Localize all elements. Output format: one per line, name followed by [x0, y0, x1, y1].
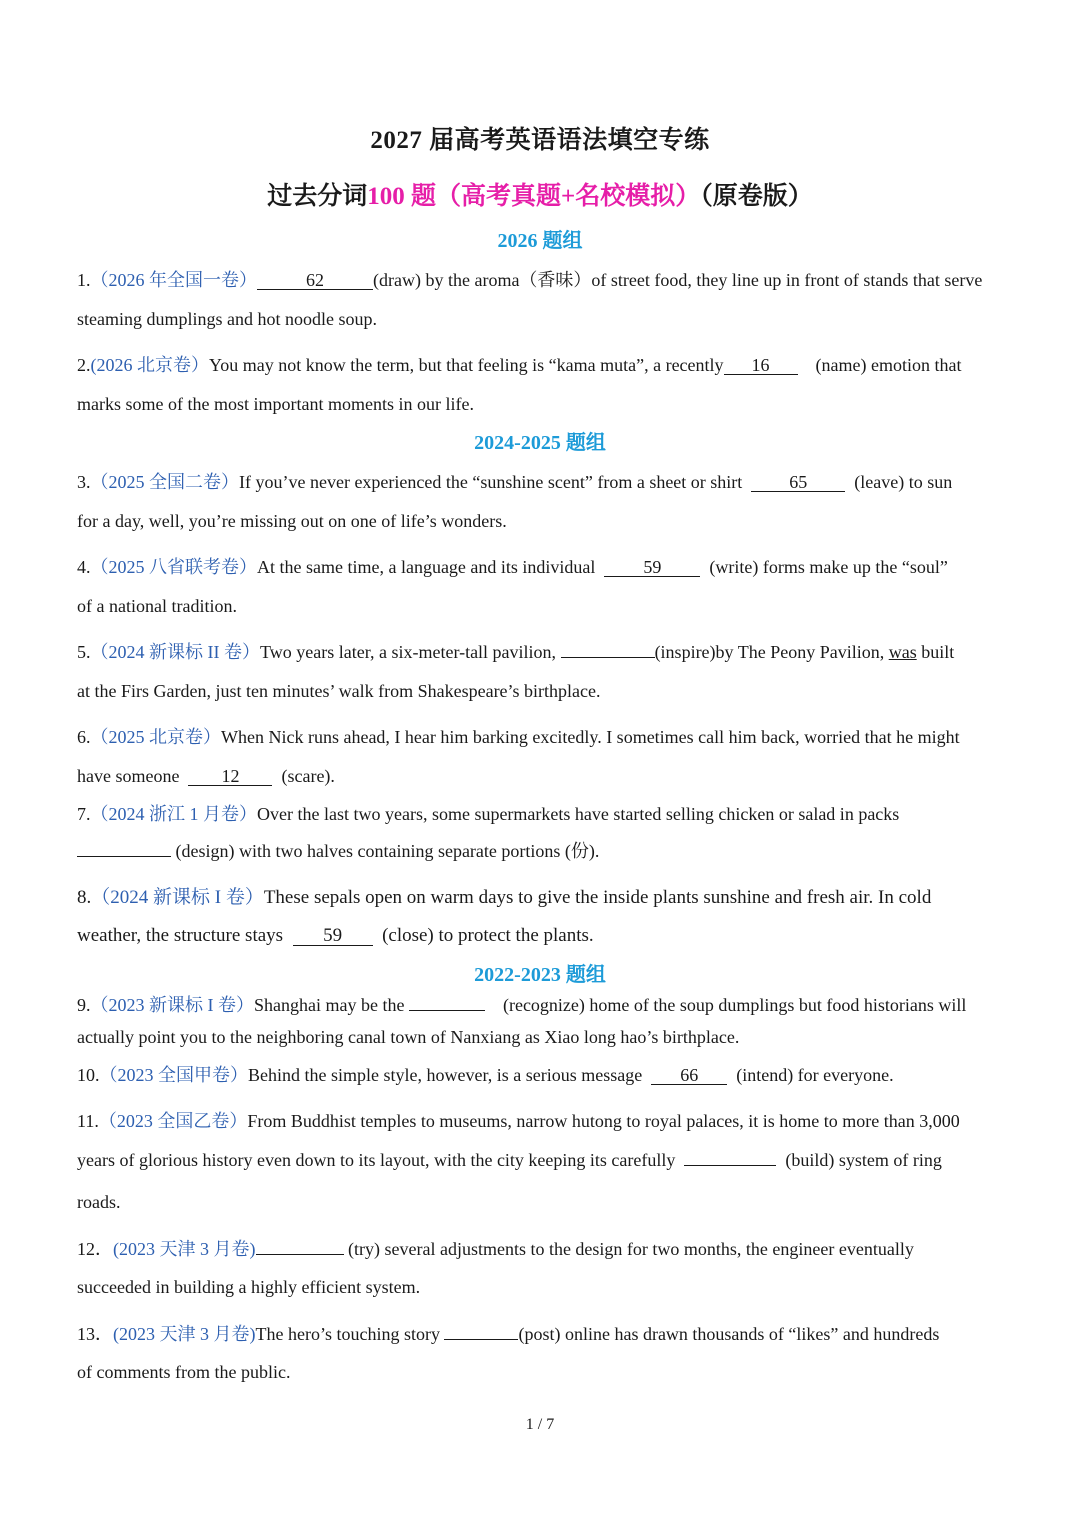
question-source: （2024 浙江 1 月卷） [90, 804, 257, 824]
question-10-line-1: 10.（2023 全国甲卷）Behind the simple style, however, is a serious message 66 (intend) for everyone. [77, 1065, 894, 1085]
question-2-line-1: 2.(2026 北京卷）You may not know the term, but that feeling is “kama muta”, a recently 16 (name) emotion that [77, 355, 962, 375]
question-4-line-1: 4.（2025 八省联考卷）At the same time, a language and its individual 59 (write) forms make up the “soul” [77, 557, 948, 577]
question-source: （2025 北京卷） [90, 727, 221, 747]
answer-blank[interactable]: 16 [724, 356, 798, 375]
question-1-line-2: steaming dumplings and hot noodle soup. [77, 309, 377, 329]
answer-blank[interactable] [409, 1010, 485, 1011]
answer-blank[interactable] [77, 856, 171, 857]
question-8-line-2: weather, the structure stays 59 (close) to protect the plants. [77, 925, 594, 946]
question-9-line-2: actually point you to the neighboring canal town of Nanxiang as Xiao long hao’s birthplace. [77, 1027, 740, 1047]
question-13-line-1: 13．(2023 天津 3 月卷)The hero’s touching story (post) online has drawn thousands of “likes” and hundreds [77, 1324, 940, 1344]
page-subtitle [0, 176, 1080, 212]
question-8-line-1: 8.（2024 新课标 I 卷）These sepals open on warm days to give the inside plants sunshine and fresh air. In cold [77, 887, 932, 908]
question-source: （2025 八省联考卷） [90, 557, 257, 577]
answer-blank[interactable] [561, 657, 655, 658]
question-11-line-1: 11.（2023 全国乙卷）From Buddhist temples to museums, narrow hutong to royal palaces, it is home to more than 3,000 [77, 1111, 960, 1131]
question-9-line-1: 9.（2023 新课标 I 卷）Shanghai may be the (recognize) home of the soup dumplings but food historians will [77, 995, 967, 1015]
question-source: （2024 新课标 I 卷） [91, 887, 264, 908]
question-7-line-1: 7.（2024 浙江 1 月卷）Over the last two years, some supermarkets have started selling chicken or salad in packs [77, 804, 900, 824]
subtitle-prefix: 过去分词 [267, 183, 368, 210]
question-11-line-2: years of glorious history even down to its layout, with the city keeping its carefully (build) system of ring [77, 1150, 942, 1170]
subtitle-highlight: 100 题（高考真题+名校模拟） [367, 183, 701, 210]
group-heading-2022-2023: 2022-2023 题组 [474, 964, 606, 986]
question-3-line-1: 3.（2025 全国二卷）If you’ve never experienced the “sunshine scent” from a sheet or shirt 65 (leave) to sun [77, 472, 953, 492]
question-12-line-2: succeeded in building a highly efficient system. [77, 1277, 421, 1297]
question-2-line-2: marks some of the most important moments in our life. [77, 394, 474, 414]
question-5-line-1: 5.（2024 新课标 II 卷）Two years later, a six-meter-tall pavilion, (inspire)by The Peony Pavilion, was built [77, 642, 955, 662]
question-source: （2023 全国乙卷） [98, 1111, 248, 1131]
question-source: (2023 天津 3 月卷) [113, 1239, 256, 1259]
question-source: （2026 年全国一卷） [90, 270, 257, 290]
answer-blank[interactable]: 65 [751, 473, 845, 492]
question-source: （2025 全国二卷） [90, 472, 239, 492]
question-1-line-1: 1.（2026 年全国一卷） 62 (draw) by the aroma（香味）of street food, they line up in front of stands that serve [77, 270, 983, 290]
answer-blank[interactable]: 66 [651, 1066, 727, 1085]
answer-blank[interactable]: 12 [188, 767, 272, 786]
question-6-line-2: have someone 12 (scare). [77, 766, 335, 786]
subtitle-suffix: （原卷版） [700, 183, 813, 210]
question-source: （2023 新课标 I 卷） [90, 995, 254, 1015]
group-heading-2026: 2026 题组 [497, 230, 583, 252]
answer-blank[interactable] [256, 1254, 344, 1255]
question-6-line-1: 6.（2025 北京卷）When Nick runs ahead, I hear him barking excitedly. I sometimes call him back, worried that he might [77, 727, 960, 747]
page-title: 2027 届高考英语语法填空专练 [370, 127, 710, 154]
page-number: 1 / 7 [525, 1416, 555, 1433]
answer-blank[interactable]: 62 [257, 271, 373, 290]
answer-blank[interactable] [684, 1165, 776, 1166]
question-7-line-2: (design) with two halves containing separate portions (份). [77, 837, 1013, 863]
answer-blank[interactable]: 59 [604, 558, 700, 577]
answer-blank[interactable] [444, 1339, 518, 1340]
question-5-line-2: at the Firs Garden, just ten minutes’ walk from Shakespeare’s birthplace. [77, 681, 601, 701]
question-4-line-2: of a national tradition. [77, 596, 237, 616]
question-13-line-2: of comments from the public. [77, 1362, 291, 1382]
question-12-line-1: 12．(2023 天津 3 月卷) (try) several adjustments to the design for two months, the engineer eventually [77, 1239, 914, 1259]
question-source: （2024 新课标 II 卷） [90, 642, 260, 662]
question-source: （2023 全国甲卷） [99, 1065, 248, 1085]
group-heading-2024-2025: 2024-2025 题组 [474, 432, 606, 454]
answer-blank[interactable]: 59 [293, 927, 373, 946]
question-11-line-3: roads. [77, 1192, 121, 1212]
question-3-line-2: for a day, well, you’re missing out on one of life’s wonders. [77, 511, 507, 531]
question-source: (2023 天津 3 月卷) [113, 1324, 256, 1344]
question-source: (2026 北京卷） [90, 355, 209, 375]
